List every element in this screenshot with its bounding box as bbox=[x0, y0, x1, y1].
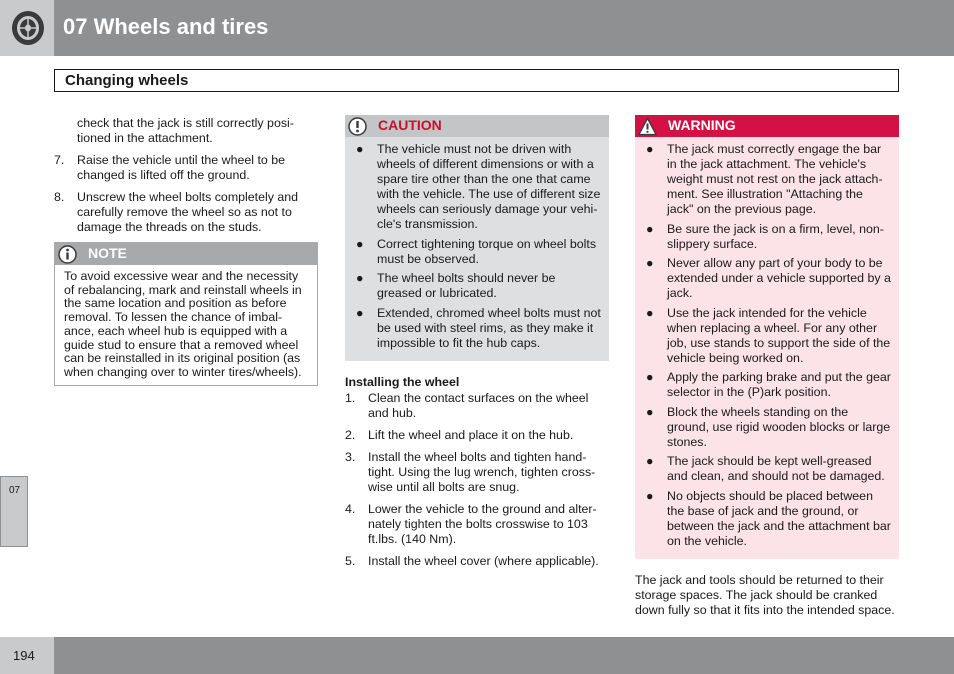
step-text: Clean the contact surfaces on the wheel and hub. bbox=[368, 391, 589, 420]
page-number-box bbox=[0, 637, 54, 674]
page-number: 194 bbox=[13, 648, 35, 663]
note-box bbox=[54, 242, 318, 386]
caution-item bbox=[353, 237, 601, 267]
step-text: Unscrew the wheel bolts completely and carefully remove the wheel so as not to damage the threads on the studs. bbox=[77, 190, 299, 234]
caution-box bbox=[345, 115, 609, 361]
chapter-side-tab bbox=[0, 476, 28, 547]
warning-item-text: The jack should be kept well-greased and clean, and should not be damaged. bbox=[667, 454, 885, 483]
bullet-dot: ● bbox=[646, 488, 654, 503]
step-number: 8. bbox=[54, 190, 65, 204]
step-number: 1. bbox=[345, 391, 356, 405]
step-text: Raise the vehicle until the wheel to be changed is lifted off the ground. bbox=[77, 153, 286, 182]
warning-item bbox=[643, 405, 891, 450]
step-number: 2. bbox=[345, 428, 356, 442]
caution-item-text: Extended, chromed wheel bolts must not be used with steel rims, as they make it impossible to fit the hub caps. bbox=[377, 305, 601, 350]
caution-header bbox=[345, 115, 609, 137]
bullet-dot: ● bbox=[646, 305, 654, 320]
header-bar bbox=[0, 0, 954, 56]
caution-item bbox=[353, 142, 601, 232]
caution-item bbox=[353, 271, 601, 301]
note-label: NOTE bbox=[88, 245, 127, 261]
warning-box bbox=[635, 115, 899, 559]
warning-header bbox=[635, 115, 899, 137]
warning-item bbox=[643, 489, 891, 549]
bullet-dot: ● bbox=[356, 142, 364, 156]
warning-item-text: No objects should be placed between the base of jack and the ground, or between the jack and the attachment bar on the vehicle. bbox=[667, 488, 891, 548]
warning-item-text: Never allow any part of your body to be extended under a vehicle supported by a jack. bbox=[667, 256, 891, 300]
step-text: Lift the wheel and place it on the hub. bbox=[368, 428, 574, 442]
caution-list bbox=[345, 137, 609, 361]
step-number: 5. bbox=[345, 554, 356, 568]
caution-item-text: The vehicle must not be driven with wheels of different dimensions or with a spare tire other than the one that came with the vehicle. The use of different size wheels can seriously damage your vehi-cle's transmission. bbox=[377, 142, 601, 231]
chapter-title: 07 Wheels and tires bbox=[63, 14, 269, 39]
warning-item-text: Use the jack intended for the vehicle when replacing a wheel. For any other job, use stands to support the side of the vehicle being worked on. bbox=[667, 305, 891, 365]
bullet-dot: ● bbox=[646, 142, 654, 156]
warning-item-text: The jack must correctly engage the bar in the jack attachment. The vehicle's weight must not rest on the jack attach-ment. See illustration "Attaching the jack" on the previous page. bbox=[667, 142, 883, 216]
step-number: 3. bbox=[345, 450, 356, 464]
bullet-dot: ● bbox=[356, 271, 364, 285]
warning-item-text: Block the wheels standing on the ground, use rigid wooden blocks or large stones. bbox=[667, 404, 891, 449]
installing-wheel-heading: Installing the wheel bbox=[345, 375, 460, 389]
bullet-dot: ● bbox=[356, 305, 364, 320]
step-item bbox=[345, 502, 609, 547]
info-icon bbox=[58, 245, 77, 264]
warning-item bbox=[643, 142, 891, 217]
bullet-dot: ● bbox=[646, 256, 654, 270]
warning-item bbox=[643, 306, 891, 366]
column-3 bbox=[635, 115, 899, 618]
step-item bbox=[345, 428, 609, 443]
warning-item bbox=[643, 222, 891, 252]
bullet-dot: ● bbox=[646, 370, 654, 384]
caution-item-text: The wheel bolts should never be greased or lubricated. bbox=[377, 271, 556, 300]
warning-item-text: Apply the parking brake and put the gear selector in the (P)ark position. bbox=[667, 370, 891, 399]
column-2 bbox=[345, 115, 609, 576]
step-text: Install the wheel bolts and tighten hand-tight. Using the lug wrench, tighten cross-wise until all bolts are snug. bbox=[368, 450, 596, 494]
bullet-dot: ● bbox=[356, 236, 364, 251]
step-number: 7. bbox=[54, 153, 65, 167]
step-text: Install the wheel cover (where applicable). bbox=[368, 554, 599, 568]
section-title: Changing wheels bbox=[65, 72, 189, 89]
step-item bbox=[54, 153, 318, 183]
column-1 bbox=[54, 116, 318, 386]
caution-item bbox=[353, 306, 601, 351]
warning-item bbox=[643, 256, 891, 301]
warning-label: WARNING bbox=[668, 117, 736, 133]
bullet-dot: ● bbox=[646, 404, 654, 419]
warning-item-text: Be sure the jack is on a firm, level, non-slippery surface. bbox=[667, 221, 884, 251]
closing-paragraph: The jack and tools should be returned to their storage spaces. The jack should be cranked down fully so that it fits into the intended space. bbox=[635, 573, 895, 617]
step-item bbox=[345, 554, 609, 569]
warning-item bbox=[643, 370, 891, 400]
caution-item-text: Correct tightening torque on wheel bolts must be observed. bbox=[377, 236, 597, 266]
wheel-icon bbox=[11, 10, 45, 46]
note-text: To avoid excessive wear and the necessity of rebalancing, mark and reinstall wheels in the same location and position as before removal. To lessen the chance of imbal-ance, each wheel hub is equipped with a guide stud to ensure that a removed wheel can be reinstalled in its original position (as when changing over to winter tires/wheels). bbox=[64, 269, 302, 379]
header-icon-box bbox=[0, 0, 54, 56]
warning-item bbox=[643, 454, 891, 484]
step-item bbox=[345, 391, 609, 421]
chapter-tab-label: 07 bbox=[9, 485, 21, 496]
caution-icon bbox=[348, 117, 367, 136]
footer-bar bbox=[0, 637, 954, 674]
step-item bbox=[345, 450, 609, 495]
warning-list bbox=[635, 137, 899, 559]
bullet-dot: ● bbox=[646, 221, 654, 236]
step-text: Lower the vehicle to the ground and alter-nately tighten the bolts crosswise to 103 ft.lbs. (140 Nm). bbox=[368, 502, 597, 546]
step-item bbox=[54, 190, 318, 235]
note-header bbox=[55, 243, 317, 265]
warning-triangle-icon bbox=[638, 117, 657, 136]
step-number: 4. bbox=[345, 502, 356, 516]
bullet-dot: ● bbox=[646, 454, 654, 468]
section-title-box bbox=[54, 69, 899, 92]
caution-label: CAUTION bbox=[378, 117, 442, 133]
continuation-text: check that the jack is still correctly posi-tioned in the attachment. bbox=[77, 116, 294, 145]
